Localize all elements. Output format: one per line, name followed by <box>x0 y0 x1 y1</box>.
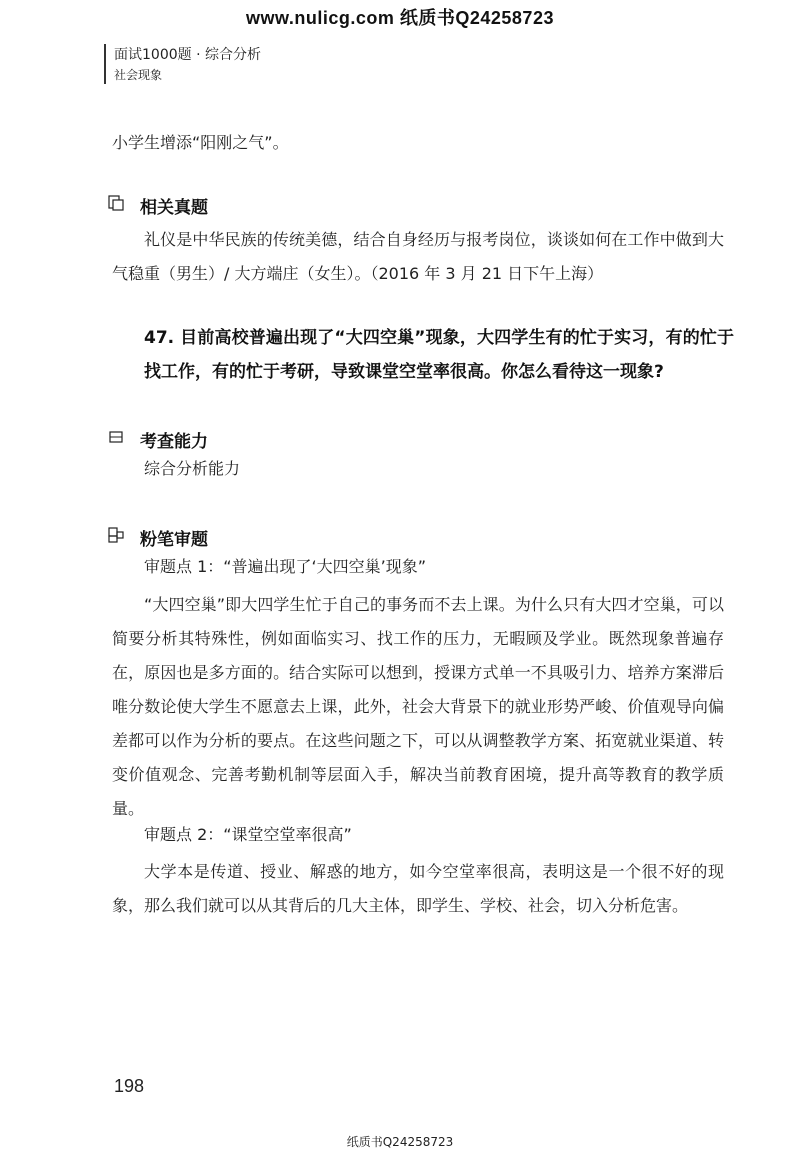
ability-icon <box>108 429 124 445</box>
analysis-icon <box>108 527 124 543</box>
related-text: 礼仪是中华民族的传统美德，结合自身经历与报考岗位，谈谈如何在工作中做到大气稳重（男生）/ 大方端庄（女生）。（2016 年 3 月 21 日下午上海） <box>112 230 724 283</box>
question-47: 47. 目前高校普遍出现了“大四空巢”现象，大四学生有的忙于实习，有的忙于找工作，有的忙于考研，导致课堂空堂率很高。你怎么看待这一现象? <box>144 328 734 382</box>
analysis-section-heading <box>112 525 208 550</box>
running-header-subtitle: 社会现象 <box>114 68 163 82</box>
running-header-title: 面试1000题 · 综合分析 <box>114 47 261 63</box>
related-section-heading <box>112 193 208 218</box>
page-number: 198 <box>114 1076 145 1096</box>
point1-title: 审题点 1：“普遍出现了‘大四空巢’现象” <box>144 557 427 576</box>
document-icon <box>108 195 124 211</box>
intro-line: 小学生增添“阳刚之气”。 <box>112 133 289 152</box>
ability-heading-label: 考查能力 <box>140 432 208 452</box>
ability-section-heading <box>112 427 208 452</box>
top-watermark: www.nulicg.com 纸质书Q24258723 <box>246 8 554 28</box>
point1-text: “大四空巢”即大四学生忙于自己的事务而不去上课。为什么只有大四才空巢，可以简要分析其特殊性，例如面临实习、找工作的压力，无暇顾及学业。既然现象普遍存在，原因也是多方面的。结合实际可以想到，授课方式单一不具吸引力、培养方案滞后唯分数论使大学生不愿意去上课，此外，社会大背景下的就业形势严峻、价值观导向偏差都可以作为分析的要点。在这些问题之下，可以从调整教学方案、拓宽就业渠道、转变价值观念、完善考勤机制等层面入手，解决当前教育困境，提升高等教育的教学质量。 <box>112 595 724 818</box>
point2-text: 大学本是传道、授业、解惑的地方，如今空堂率很高，表明这是一个很不好的现象，那么我们就可以从其背后的几大主体，即学生、学校、社会，切入分析危害。 <box>112 862 724 915</box>
point2-title: 审题点 2：“课堂空堂率很高” <box>144 825 352 844</box>
analysis-heading-label: 粉笔审题 <box>140 530 208 550</box>
header-divider <box>104 44 106 84</box>
bottom-watermark: 纸质书Q24258723 <box>346 1135 454 1149</box>
ability-text: 综合分析能力 <box>144 459 241 478</box>
related-heading-label: 相关真题 <box>140 198 208 218</box>
